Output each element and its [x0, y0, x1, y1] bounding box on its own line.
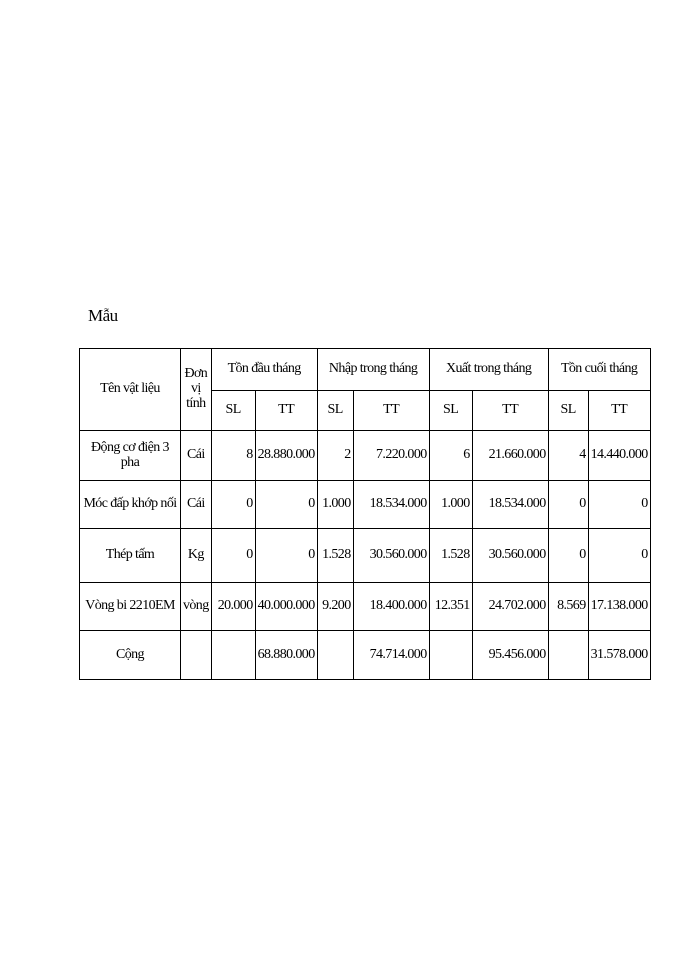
value-cell: 1.000	[429, 481, 472, 529]
value-cell: 0	[588, 529, 650, 583]
value-cell: 18.534.000	[353, 481, 429, 529]
value-cell: 0	[255, 481, 317, 529]
value-cell: 1.528	[317, 529, 353, 583]
value-cell: 18.400.000	[353, 583, 429, 631]
header-sl: SL	[211, 391, 255, 431]
header-tt: TT	[255, 391, 317, 431]
value-cell: 17.138.000	[588, 583, 650, 631]
material-name: Động cơ điện 3 pha	[80, 431, 181, 481]
value-cell: 9.200	[317, 583, 353, 631]
header-tt: TT	[588, 391, 650, 431]
value-cell: 14.440.000	[588, 431, 650, 481]
unit-cell: Cái	[181, 431, 212, 481]
header-material-name: Tên vật liệu	[80, 349, 181, 431]
header-tt: TT	[472, 391, 548, 431]
value-cell: 0	[548, 529, 588, 583]
value-cell: 18.534.000	[472, 481, 548, 529]
value-cell: 6	[429, 431, 472, 481]
material-name: Vòng bi 2210EM	[80, 583, 181, 631]
header-closing-stock: Tồn cuối tháng	[548, 349, 650, 391]
total-row	[80, 631, 651, 680]
value-cell: 0	[548, 481, 588, 529]
value-cell: 30.560.000	[353, 529, 429, 583]
material-name: Móc đấp khớp nối	[80, 481, 181, 529]
total-cell	[211, 631, 255, 680]
value-cell: 24.702.000	[472, 583, 548, 631]
value-cell: 30.560.000	[472, 529, 548, 583]
value-cell: 0	[211, 481, 255, 529]
total-cell	[548, 631, 588, 680]
header-row-groups	[80, 349, 651, 391]
total-cell: 74.714.000	[353, 631, 429, 680]
unit-cell: vòng	[181, 583, 212, 631]
value-cell: 4	[548, 431, 588, 481]
header-unit: Đơn vị tính	[181, 349, 212, 431]
total-cell	[317, 631, 353, 680]
value-cell: 1.528	[429, 529, 472, 583]
header-tt: TT	[353, 391, 429, 431]
total-cell	[429, 631, 472, 680]
value-cell: 0	[255, 529, 317, 583]
material-name: Thép tấm	[80, 529, 181, 583]
form-label: Mẫu	[88, 306, 118, 325]
total-cell: 95.456.000	[472, 631, 548, 680]
value-cell: 40.000.000	[255, 583, 317, 631]
inventory-table	[79, 348, 651, 680]
table-row	[80, 431, 651, 481]
value-cell: 28.880.000	[255, 431, 317, 481]
value-cell: 8	[211, 431, 255, 481]
value-cell: 21.660.000	[472, 431, 548, 481]
total-cell: 31.578.000	[588, 631, 650, 680]
header-sl: SL	[317, 391, 353, 431]
value-cell: 1.000	[317, 481, 353, 529]
unit-cell: Cái	[181, 481, 212, 529]
total-label: Cộng	[80, 631, 181, 680]
header-sl: SL	[548, 391, 588, 431]
table-row	[80, 583, 651, 631]
value-cell: 2	[317, 431, 353, 481]
header-sl: SL	[429, 391, 472, 431]
total-unit-cell	[181, 631, 212, 680]
header-received: Nhập trong tháng	[317, 349, 429, 391]
value-cell: 0	[588, 481, 650, 529]
value-cell: 7.220.000	[353, 431, 429, 481]
value-cell: 20.000	[211, 583, 255, 631]
unit-cell: Kg	[181, 529, 212, 583]
value-cell: 0	[211, 529, 255, 583]
value-cell: 8.569	[548, 583, 588, 631]
table-row	[80, 481, 651, 529]
value-cell: 12.351	[429, 583, 472, 631]
header-opening-stock: Tồn đầu tháng	[211, 349, 317, 391]
total-cell: 68.880.000	[255, 631, 317, 680]
table-row	[80, 529, 651, 583]
header-issued: Xuất trong tháng	[429, 349, 548, 391]
